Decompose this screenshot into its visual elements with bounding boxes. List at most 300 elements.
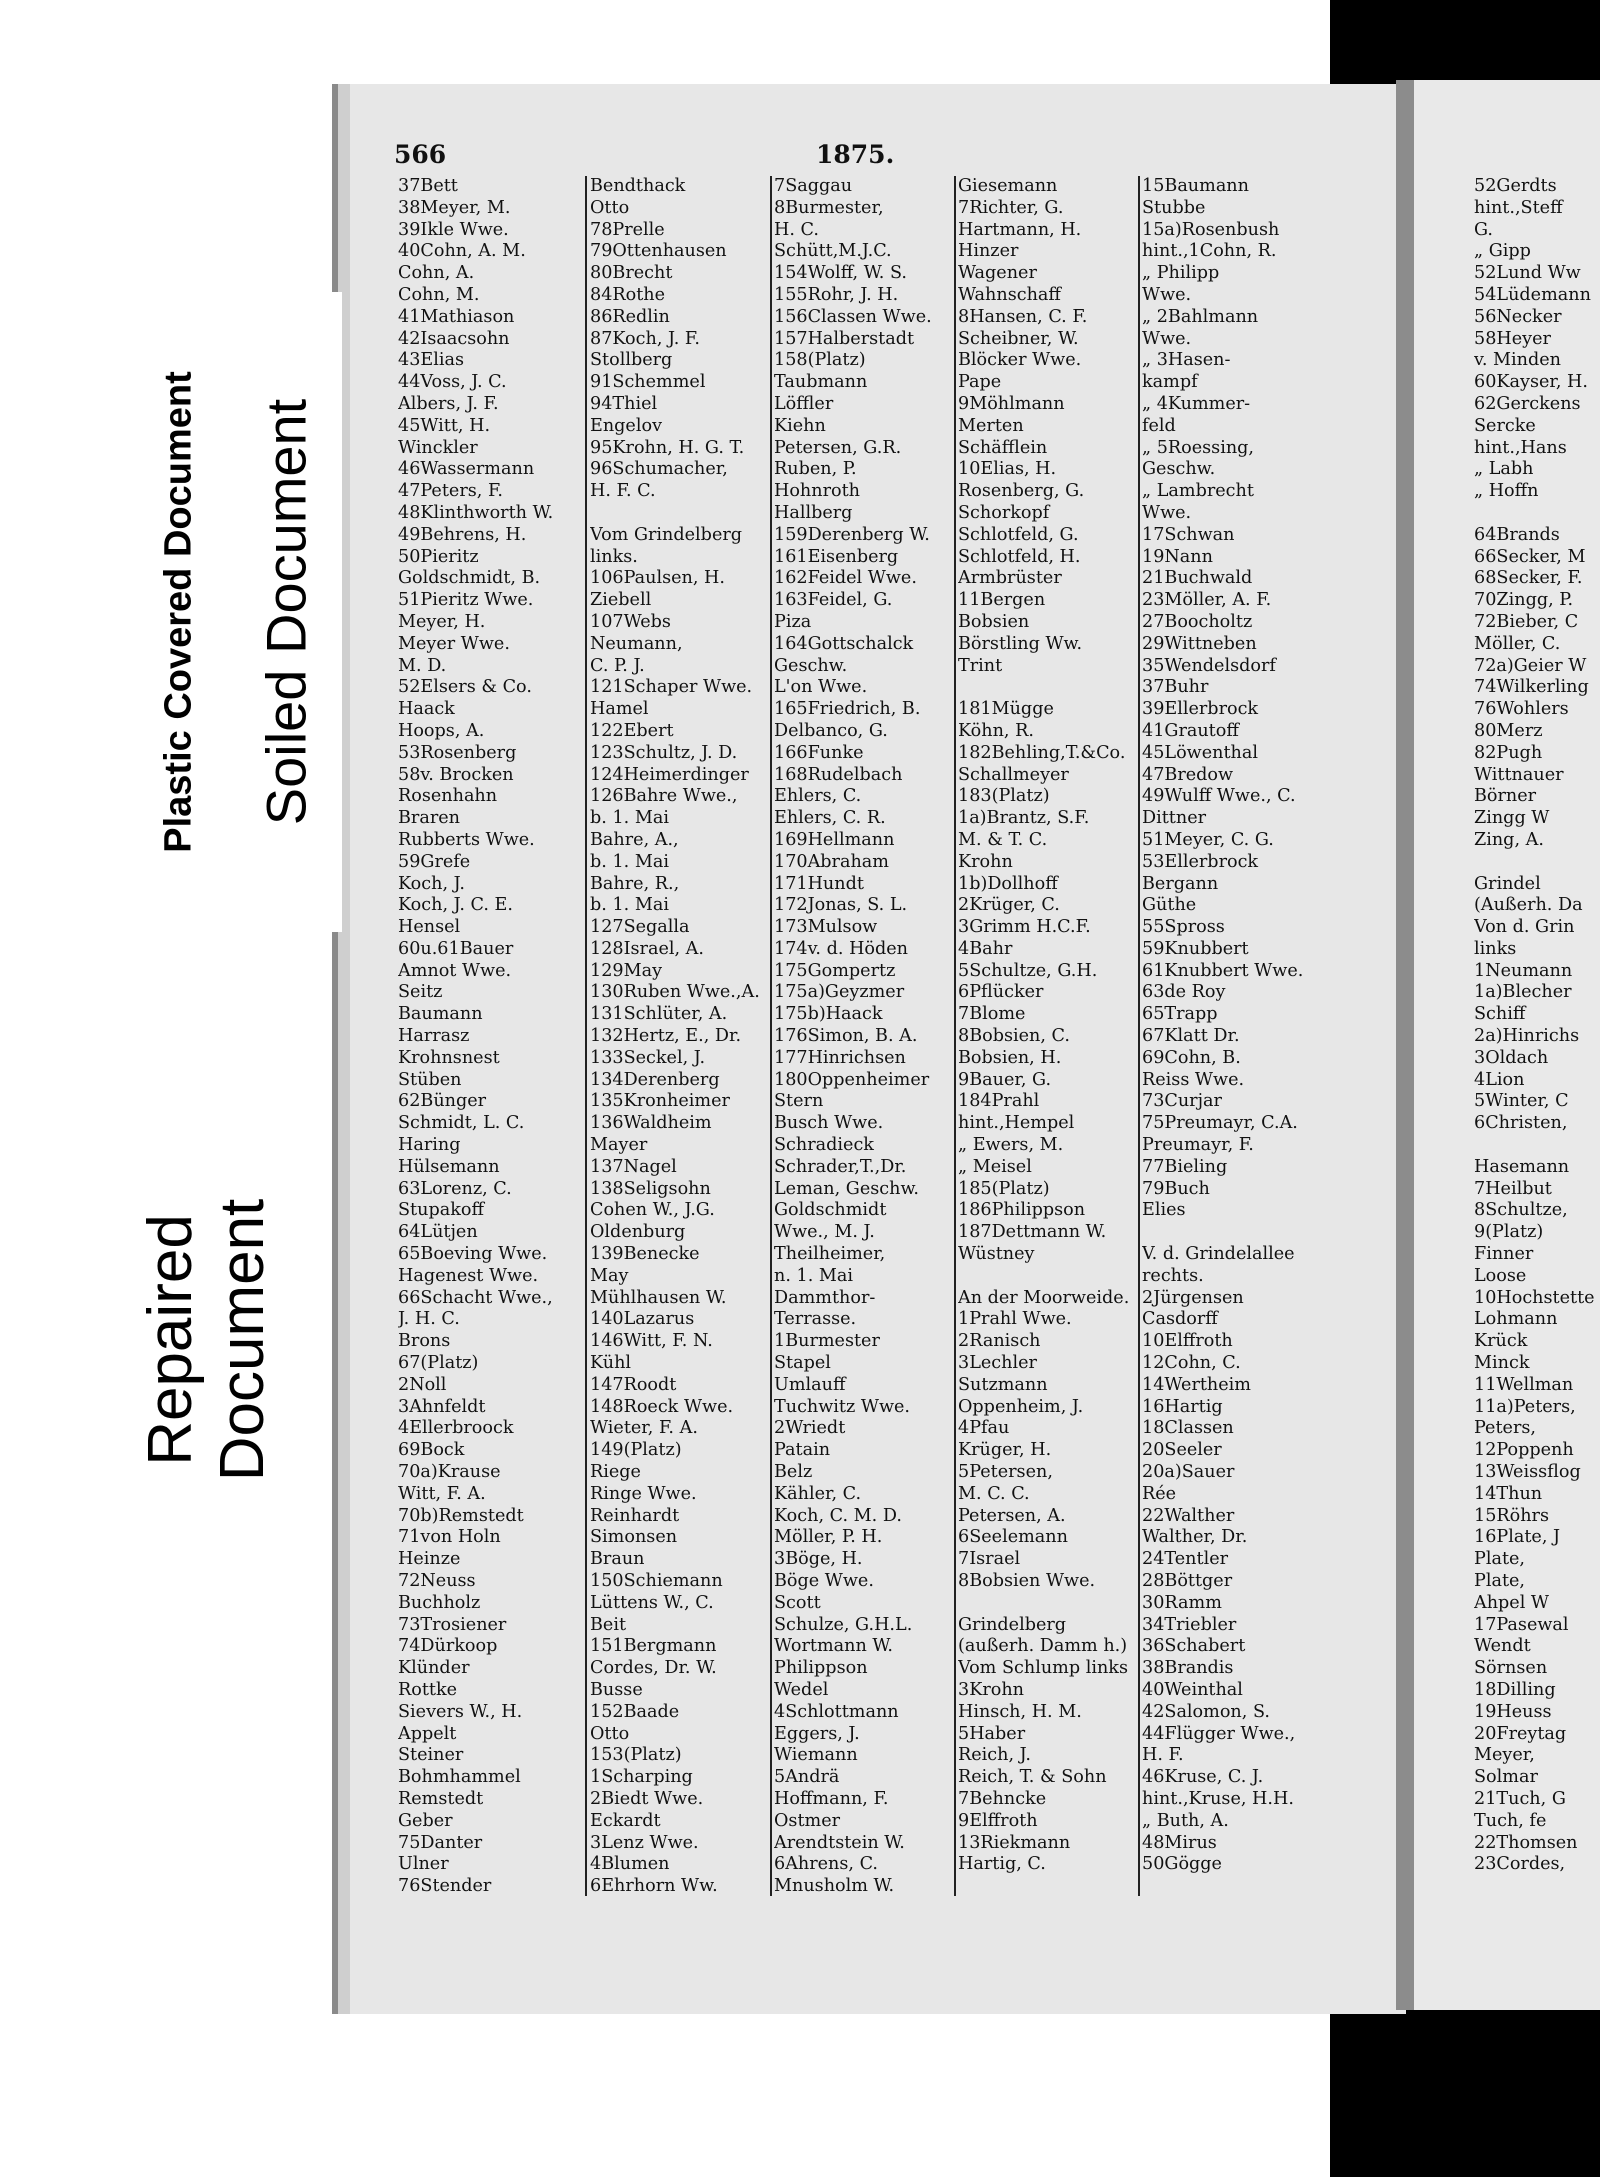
- directory-entry: 79Ottenhausen: [590, 241, 727, 262]
- directory-entry: Philippson: [774, 1658, 868, 1679]
- directory-entry: Wiemann: [774, 1745, 858, 1766]
- directory-entry: 7Blome: [958, 1004, 1026, 1025]
- directory-entry: 128Israel, A.: [590, 938, 704, 959]
- directory-entry: Wendt: [1474, 1636, 1531, 1657]
- top-black-bar: [1330, 0, 1600, 84]
- directory-entry: Meyer Wwe.: [398, 633, 510, 654]
- directory-entry: 132Hertz, E., Dr.: [590, 1026, 742, 1047]
- directory-entry: 43Elias: [398, 350, 465, 371]
- directory-entry: 171Hundt: [774, 873, 864, 894]
- directory-entry: Stollberg: [590, 350, 673, 371]
- directory-entry: 44Voss, J. C.: [398, 372, 507, 393]
- directory-entry: Pape: [958, 372, 1002, 393]
- directory-entry: 20Freytag: [1474, 1723, 1567, 1744]
- directory-entry: 40Cohn, A. M.: [398, 241, 526, 262]
- directory-entry: 96Schumacher,: [590, 459, 728, 480]
- directory-entry: 6Ehrhorn Ww.: [590, 1876, 718, 1897]
- directory-entry: 9Möhlmann: [958, 393, 1065, 414]
- directory-entry: 140Lazarus: [590, 1309, 695, 1330]
- directory-entry: Petersen, A.: [958, 1505, 1066, 1526]
- directory-entry: 37Bett: [398, 176, 458, 196]
- directory-entry: 74Wilkerling: [1474, 677, 1589, 698]
- directory-entry: 16Hartig: [1142, 1396, 1223, 1417]
- directory-entry: 164Gottschalck: [774, 633, 914, 654]
- directory-entry: 36Schabert: [1142, 1636, 1246, 1657]
- directory-entry: 162Feidel Wwe.: [774, 568, 917, 589]
- directory-entry: 38Brandis: [1142, 1658, 1234, 1679]
- directory-entry: 127Segalla: [590, 917, 690, 938]
- directory-entry: hint.,Steff: [1474, 197, 1563, 218]
- directory-entry: 46Wassermann: [398, 459, 535, 480]
- directory-entry: 91Schemmel: [590, 372, 706, 393]
- directory-entry: 10Elias, H.: [958, 459, 1057, 480]
- directory-entry: 59Knubbert: [1142, 938, 1249, 959]
- directory-entry: 153(Platz): [590, 1745, 682, 1766]
- directory-entry: Plate,: [1474, 1571, 1526, 1591]
- directory-entry: 65Trapp: [1142, 1004, 1218, 1025]
- directory-entry: Schallmeyer: [958, 764, 1069, 785]
- directory-entry: 5Winter, C: [1474, 1091, 1569, 1112]
- repaired-document-label: Repaired Document: [82, 1110, 332, 1570]
- directory-entry: 182Behling,T.&Co.: [958, 742, 1126, 763]
- directory-entry: [1474, 503, 1600, 525]
- directory-entry: 47Peters, F.: [398, 481, 504, 502]
- directory-entry: Stubbe: [1142, 197, 1206, 218]
- directory-entry: „ 3Hasen-: [1142, 350, 1231, 371]
- directory-entry: Schlotfeld, H.: [958, 546, 1081, 567]
- directory-entry: Peters,: [1474, 1418, 1536, 1439]
- directory-entry: 6Ahrens, C.: [774, 1854, 879, 1875]
- directory-entry: Baumann: [398, 1004, 483, 1025]
- directory-entry: „ 2Bahlmann: [1142, 306, 1259, 327]
- directory-entry: 9(Platz): [1474, 1222, 1544, 1243]
- directory-entry: Reich, T. & Sohn: [958, 1767, 1107, 1788]
- directory-entry: 131Schlüter, A.: [590, 1004, 728, 1025]
- directory-entry: Schorkopf: [958, 502, 1050, 523]
- directory-entry: Hasemann: [1474, 1156, 1570, 1177]
- directory-entry: 159Derenberg W.: [774, 524, 930, 545]
- directory-entry: 59Grefe: [398, 851, 471, 872]
- directory-entry: Blöcker Wwe.: [958, 350, 1082, 371]
- directory-entry: 80Merz: [1474, 720, 1543, 741]
- directory-entry: 155Rohr, J. H.: [774, 284, 899, 305]
- directory-entry: 47Bredow: [1142, 764, 1234, 785]
- directory-entry: 149(Platz): [590, 1440, 682, 1461]
- directory-entry: 1Scharping: [590, 1767, 693, 1788]
- directory-entry: 4Bahr: [958, 938, 1013, 959]
- directory-entry: 64Brands: [1474, 524, 1560, 545]
- directory-entry: 8Hansen, C. F.: [958, 306, 1088, 327]
- directory-entry: 60Kayser, H.: [1474, 372, 1588, 393]
- directory-entry: Hoffmann, F.: [774, 1788, 889, 1809]
- directory-entry: [958, 1593, 1136, 1615]
- directory-entry: Rée: [1142, 1483, 1177, 1504]
- directory-entry: H. C.: [774, 219, 819, 240]
- directory-entry: Grindelberg: [958, 1614, 1067, 1635]
- directory-entry: 9Elffroth: [958, 1810, 1038, 1831]
- directory-entry: „ Gipp: [1474, 241, 1531, 262]
- directory-entry: Preumayr, F.: [1142, 1135, 1254, 1156]
- directory-entry: 48Mirus: [1142, 1832, 1217, 1853]
- directory-entry: Steiner: [398, 1745, 464, 1766]
- directory-entry: 4Schlottmann: [774, 1701, 899, 1722]
- directory-entry: Schiff: [1474, 1004, 1526, 1025]
- directory-entry: Cohen W., J.G.: [590, 1200, 715, 1221]
- directory-entry: 169Hellmann: [774, 829, 895, 850]
- directory-entry: 5Petersen,: [958, 1462, 1053, 1483]
- directory-entry: „ Philipp: [1142, 263, 1220, 284]
- directory-entry: Umlauff: [774, 1374, 846, 1395]
- directory-entry: 186Philippson: [958, 1200, 1086, 1221]
- directory-entry: 84Rothe: [590, 284, 666, 305]
- directory-entry: Delbanco, G.: [774, 720, 888, 741]
- directory-entry: Kiehn: [774, 415, 826, 436]
- directory-entry: 122Ebert: [590, 720, 674, 741]
- directory-entry: 74Dürkoop: [398, 1636, 498, 1657]
- directory-entry: n. 1. Mai: [774, 1265, 854, 1286]
- directory-entry: 51Meyer, C. G.: [1142, 829, 1274, 850]
- directory-entry: Cohn, A.: [398, 263, 475, 284]
- directory-entry: „ Buth, A.: [1142, 1810, 1229, 1831]
- directory-entry: Koch, J. C. E.: [398, 895, 513, 916]
- directory-entry: 161Eisenberg: [774, 546, 899, 567]
- directory-entry: 184Prahl: [958, 1091, 1040, 1112]
- directory-entry: „ Hoffn: [1474, 481, 1539, 502]
- directory-entry: 41Mathiason: [398, 306, 515, 327]
- directory-entry: 38Meyer, M.: [398, 197, 511, 218]
- directory-entry: 8Burmester,: [774, 197, 884, 218]
- directory-entry: 6Pflücker: [958, 982, 1044, 1003]
- directory-entry: Trint: [958, 655, 1003, 676]
- directory-entry: 124Heimerdinger: [590, 764, 749, 785]
- directory-entry: 137Nagel: [590, 1156, 677, 1177]
- directory-entry: 3Grimm H.C.F.: [958, 917, 1091, 938]
- directory-entry: Hinsch, H. M.: [958, 1701, 1082, 1722]
- directory-entry: Hallberg: [774, 502, 853, 523]
- directory-entry: 6Christen,: [1474, 1113, 1568, 1134]
- directory-entry: 14Wertheim: [1142, 1374, 1251, 1395]
- directory-entry: Reich, J.: [958, 1745, 1031, 1766]
- directory-entry: Krüger, H.: [958, 1440, 1052, 1461]
- directory-entry: 17Pasewal: [1474, 1614, 1569, 1635]
- directory-entry: 64Lütjen: [398, 1222, 478, 1243]
- directory-entry: Bobsien: [958, 611, 1030, 632]
- directory-entry: 1Prahl Wwe.: [958, 1309, 1072, 1330]
- directory-entry: Ehlers, C. R.: [774, 808, 886, 829]
- directory-entry: 22Thomsen: [1474, 1832, 1578, 1853]
- directory-entry: 22Walther: [1142, 1505, 1235, 1526]
- directory-entry: 12Poppenh: [1474, 1440, 1574, 1461]
- directory-entry: 11Bergen: [958, 590, 1046, 611]
- directory-entry: 69Cohn, B.: [1142, 1047, 1241, 1068]
- directory-entry: 45Löwenthal: [1142, 742, 1258, 763]
- directory-entry: Engelov: [590, 415, 663, 436]
- directory-entry: Simonsen: [590, 1527, 678, 1548]
- directory-entry: Plate,: [1474, 1549, 1526, 1570]
- directory-entry: Wwe.: [1142, 284, 1192, 305]
- directory-entry: 7Richter, G.: [958, 197, 1064, 218]
- directory-entry: 40Weinthal: [1142, 1679, 1243, 1700]
- directory-entry: [590, 503, 768, 525]
- directory-entry: Schmidt, L. C.: [398, 1113, 525, 1134]
- directory-entry: 139Benecke: [590, 1244, 700, 1265]
- directory-column-2: [590, 176, 768, 1898]
- directory-entry: 80Brecht: [590, 263, 673, 284]
- directory-entry: Leman, Geschw.: [774, 1178, 920, 1199]
- directory-entry: (außerh. Damm h.): [958, 1636, 1128, 1657]
- directory-entry: Sutzmann: [958, 1374, 1048, 1395]
- directory-entry: 42Salomon, S.: [1142, 1701, 1270, 1722]
- directory-entry: 68Secker, F.: [1474, 568, 1583, 589]
- directory-entry: 50Pieritz: [398, 546, 479, 567]
- directory-entry: 3Oldach: [1474, 1047, 1549, 1068]
- directory-entry: 72Bieber, C: [1474, 611, 1579, 632]
- directory-entry: 2Krüger, C.: [958, 895, 1060, 916]
- directory-entry: Grindel: [1474, 873, 1541, 894]
- directory-entry: Reiss Wwe.: [1142, 1069, 1245, 1090]
- directory-entry: Hinzer: [958, 241, 1019, 262]
- directory-entry: 2a)Hinrichs: [1474, 1026, 1580, 1047]
- directory-entry: 49Wulff Wwe., C.: [1142, 786, 1296, 807]
- page-year: 1875.: [816, 140, 895, 169]
- directory-entry: 10Hochstette: [1474, 1287, 1595, 1308]
- directory-entry: 82Pugh: [1474, 742, 1543, 763]
- directory-entry: 17Schwan: [1142, 524, 1235, 545]
- directory-entry: Hartmann, H.: [958, 219, 1082, 240]
- directory-entry: Bobsien, H.: [958, 1047, 1062, 1068]
- directory-entry: Ringe Wwe.: [590, 1483, 697, 1504]
- directory-entry: 5Andrä: [774, 1767, 840, 1788]
- directory-entry: 134Derenberg: [590, 1069, 720, 1090]
- directory-entry: Sievers W., H.: [398, 1701, 523, 1722]
- directory-entry: Harrasz: [398, 1026, 470, 1047]
- directory-entry: 130Ruben Wwe.,A.: [590, 982, 760, 1003]
- directory-entry: Elies: [1142, 1200, 1186, 1221]
- directory-entry: 27Boocholtz: [1142, 611, 1253, 632]
- directory-entry: Casdorff: [1142, 1309, 1218, 1330]
- directory-entry: Piza: [774, 611, 812, 632]
- directory-entry: 158(Platz): [774, 350, 866, 371]
- directory-entry: Lohmann: [1474, 1309, 1558, 1330]
- directory-entry: 16Plate, J: [1474, 1527, 1561, 1548]
- bottom-black-bar: [1330, 2010, 1600, 2177]
- directory-entry: Wwe., M. J.: [774, 1222, 875, 1243]
- directory-entry: J. H. C.: [398, 1309, 460, 1330]
- directory-entry: Geschw.: [774, 655, 848, 676]
- directory-entry: 71von Holn: [398, 1527, 501, 1548]
- directory-entry: 152Baade: [590, 1701, 680, 1722]
- directory-entry: 62Gerckens: [1474, 393, 1581, 414]
- directory-entry: 170Abraham: [774, 851, 889, 872]
- directory-entry: Busse: [590, 1679, 643, 1700]
- directory-entry: 70b)Remstedt: [398, 1505, 524, 1526]
- directory-column-6: [1474, 176, 1600, 1876]
- directory-entry: 94Thiel: [590, 393, 658, 414]
- directory-entry: 76Wohlers: [1474, 699, 1569, 720]
- directory-entry: 30Ramm: [1142, 1592, 1222, 1613]
- directory-entry: Wüstney: [958, 1244, 1035, 1265]
- directory-entry: Haack: [398, 699, 455, 720]
- directory-entry: 12Cohn, C.: [1142, 1353, 1241, 1374]
- directory-entry: 56Necker: [1474, 306, 1562, 327]
- directory-entry: Stern: [774, 1091, 824, 1112]
- directory-entry: 123Schultz, J. D.: [590, 742, 738, 763]
- directory-entry: 58Heyer: [1474, 328, 1551, 349]
- directory-entry: 175Gompertz: [774, 960, 896, 981]
- directory-entry: Dammthor-: [774, 1287, 876, 1308]
- directory-entry: 138Seligsohn: [590, 1178, 711, 1199]
- directory-entry: 78Prelle: [590, 219, 665, 240]
- directory-entry: 185(Platz): [958, 1178, 1050, 1199]
- directory-entry: 42Isaacsohn: [398, 328, 510, 349]
- directory-entry: 183(Platz): [958, 786, 1050, 807]
- directory-entry: v. Minden: [1474, 350, 1562, 371]
- directory-entry: Ulner: [398, 1854, 449, 1875]
- directory-entry: 95Krohn, H. G. T.: [590, 437, 745, 458]
- directory-entry: Petersen, G.R.: [774, 437, 902, 458]
- directory-entry: Witt, F. A.: [398, 1483, 486, 1504]
- directory-entry: 18Classen: [1142, 1418, 1234, 1439]
- directory-entry: 150Schiemann: [590, 1571, 723, 1591]
- directory-entry: 62Bünger: [398, 1091, 487, 1112]
- directory-entry: 67Klatt Dr.: [1142, 1026, 1240, 1047]
- directory-entry: Hensel: [398, 917, 461, 938]
- directory-entry: 20Seeler: [1142, 1440, 1222, 1461]
- directory-entry: Oppenheim, J.: [958, 1396, 1084, 1417]
- directory-entry: [1474, 852, 1600, 874]
- directory-entry: Mühlhausen W.: [590, 1287, 727, 1308]
- directory-entry: 24Tentler: [1142, 1549, 1229, 1570]
- directory-entry: Wahnschaff: [958, 284, 1061, 305]
- directory-entry: 52Elsers & Co.: [398, 677, 532, 698]
- directory-entry: 136Waldheim: [590, 1113, 712, 1134]
- directory-entry: 10Elffroth: [1142, 1331, 1233, 1352]
- directory-entry: 52Lund Ww: [1474, 263, 1581, 284]
- soiled-document-label: Soiled Document: [230, 292, 342, 932]
- directory-entry: 129May: [590, 960, 663, 981]
- directory-entry: Eckardt: [590, 1810, 661, 1831]
- directory-entry: 52Gerdts: [1474, 176, 1557, 196]
- directory-entry: links: [1474, 938, 1517, 959]
- directory-entry: Schrader,T.,Dr.: [774, 1156, 907, 1177]
- directory-entry: Koch, J.: [398, 873, 465, 894]
- directory-entry: 61Knubbert Wwe.: [1142, 960, 1304, 981]
- directory-entry: 46Kruse, C. J.: [1142, 1767, 1264, 1788]
- directory-entry: Theilheimer,: [774, 1244, 886, 1265]
- directory-entry: hint.,Kruse, H.H.: [1142, 1788, 1294, 1809]
- directory-entry: 15a)Rosenbush: [1142, 219, 1280, 240]
- directory-entry: Rottke: [398, 1679, 458, 1700]
- directory-entry: Otto: [590, 1723, 630, 1744]
- directory-entry: Meyer,: [1474, 1745, 1535, 1766]
- directory-entry: Hohnroth: [774, 481, 861, 502]
- directory-entry: 2Ranisch: [958, 1331, 1041, 1352]
- directory-entry: 50Gögge: [1142, 1854, 1222, 1875]
- directory-entry: Goldschmidt, B.: [398, 568, 541, 589]
- directory-entry: 2Wriedt: [774, 1418, 846, 1439]
- directory-entry: 172Jonas, S. L.: [774, 895, 908, 916]
- directory-entry: [958, 1266, 1136, 1288]
- directory-entry: 1a)Blecher: [1474, 982, 1572, 1003]
- directory-entry: 39Ikle Wwe.: [398, 219, 509, 240]
- directory-entry: [1142, 1222, 1394, 1244]
- directory-entry: Bergann: [1142, 873, 1219, 894]
- directory-entry: 53Rosenberg: [398, 742, 517, 763]
- directory-column-1: [398, 176, 582, 1898]
- directory-entry: 73Curjar: [1142, 1091, 1222, 1112]
- directory-entry: 2Biedt Wwe.: [590, 1788, 704, 1809]
- directory-entry: 73Trosiener: [398, 1614, 507, 1635]
- directory-entry: 28Böttger: [1142, 1571, 1233, 1591]
- directory-entry: Zing, A.: [1474, 829, 1544, 850]
- directory-entry: 67(Platz): [398, 1353, 479, 1374]
- directory-entry: L'on Wwe.: [774, 677, 868, 698]
- directory-entry: 48Klinthworth W.: [398, 502, 554, 523]
- directory-entry: 3Böge, H.: [774, 1549, 863, 1570]
- directory-entry: b. 1. Mai: [590, 895, 669, 916]
- directory-entry: Beit: [590, 1614, 627, 1635]
- directory-entry: 1Burmester: [774, 1331, 880, 1352]
- directory-entry: 5Haber: [958, 1723, 1026, 1744]
- directory-entry: 8Bobsien Wwe.: [958, 1571, 1096, 1591]
- directory-entry: hint.,Hempel: [958, 1113, 1075, 1134]
- directory-entry: Stüben: [398, 1069, 462, 1090]
- directory-entry: 70Zingg, P.: [1474, 590, 1574, 611]
- directory-entry: Dittner: [1142, 808, 1207, 829]
- directory-entry: 2Noll: [398, 1374, 447, 1395]
- column-rule-4: [1138, 176, 1140, 1896]
- directory-entry: 3Krohn: [958, 1679, 1025, 1700]
- directory-entry: Rosenberg, G.: [958, 481, 1085, 502]
- directory-entry: Bahre, R.,: [590, 873, 680, 894]
- directory-entry: Merten: [958, 415, 1024, 436]
- directory-entry: 7Behncke: [958, 1788, 1047, 1809]
- directory-entry: Minck: [1474, 1353, 1530, 1374]
- directory-entry: M. D.: [398, 655, 447, 676]
- directory-entry: 187Dettmann W.: [958, 1222, 1107, 1243]
- directory-entry: Tuchwitz Wwe.: [774, 1396, 911, 1417]
- directory-entry: kampf: [1142, 372, 1198, 393]
- directory-entry: Krück: [1474, 1331, 1528, 1352]
- directory-entry: Wwe.: [1142, 502, 1192, 523]
- directory-entry: 3Ahnfeldt: [398, 1396, 486, 1417]
- column-rule-1: [585, 176, 587, 1896]
- directory-entry: hint.,1Cohn, R.: [1142, 241, 1277, 262]
- directory-entry: Schütt,M.J.C.: [774, 241, 892, 262]
- directory-entry: 11Wellman: [1474, 1374, 1574, 1395]
- directory-entry: Bendthack: [590, 176, 686, 196]
- directory-entry: 54Lüdemann: [1474, 284, 1591, 305]
- directory-entry: 69Bock: [398, 1440, 465, 1461]
- directory-entry: 34Triebler: [1142, 1614, 1237, 1635]
- directory-entry: Kühl: [590, 1353, 632, 1374]
- directory-entry: 106Paulsen, H.: [590, 568, 725, 589]
- directory-entry: 177Hinrichsen: [774, 1047, 906, 1068]
- directory-entry: Otto: [590, 197, 630, 218]
- directory-entry: Loose: [1474, 1265, 1527, 1286]
- directory-entry: Von d. Grin: [1474, 917, 1575, 938]
- directory-entry: 21Tuch, G: [1474, 1788, 1566, 1809]
- directory-entry: 8Bobsien, C.: [958, 1026, 1070, 1047]
- directory-entry: 4Pfau: [958, 1418, 1010, 1439]
- directory-entry: Reinhardt: [590, 1505, 680, 1526]
- directory-entry: 2Jürgensen: [1142, 1287, 1244, 1308]
- directory-entry: Geber: [398, 1810, 453, 1831]
- directory-entry: 23Möller, A. F.: [1142, 590, 1272, 611]
- directory-entry: Eggers, J.: [774, 1723, 860, 1744]
- directory-entry: 156Classen Wwe.: [774, 306, 932, 327]
- directory-entry: „ Lambrecht: [1142, 481, 1254, 502]
